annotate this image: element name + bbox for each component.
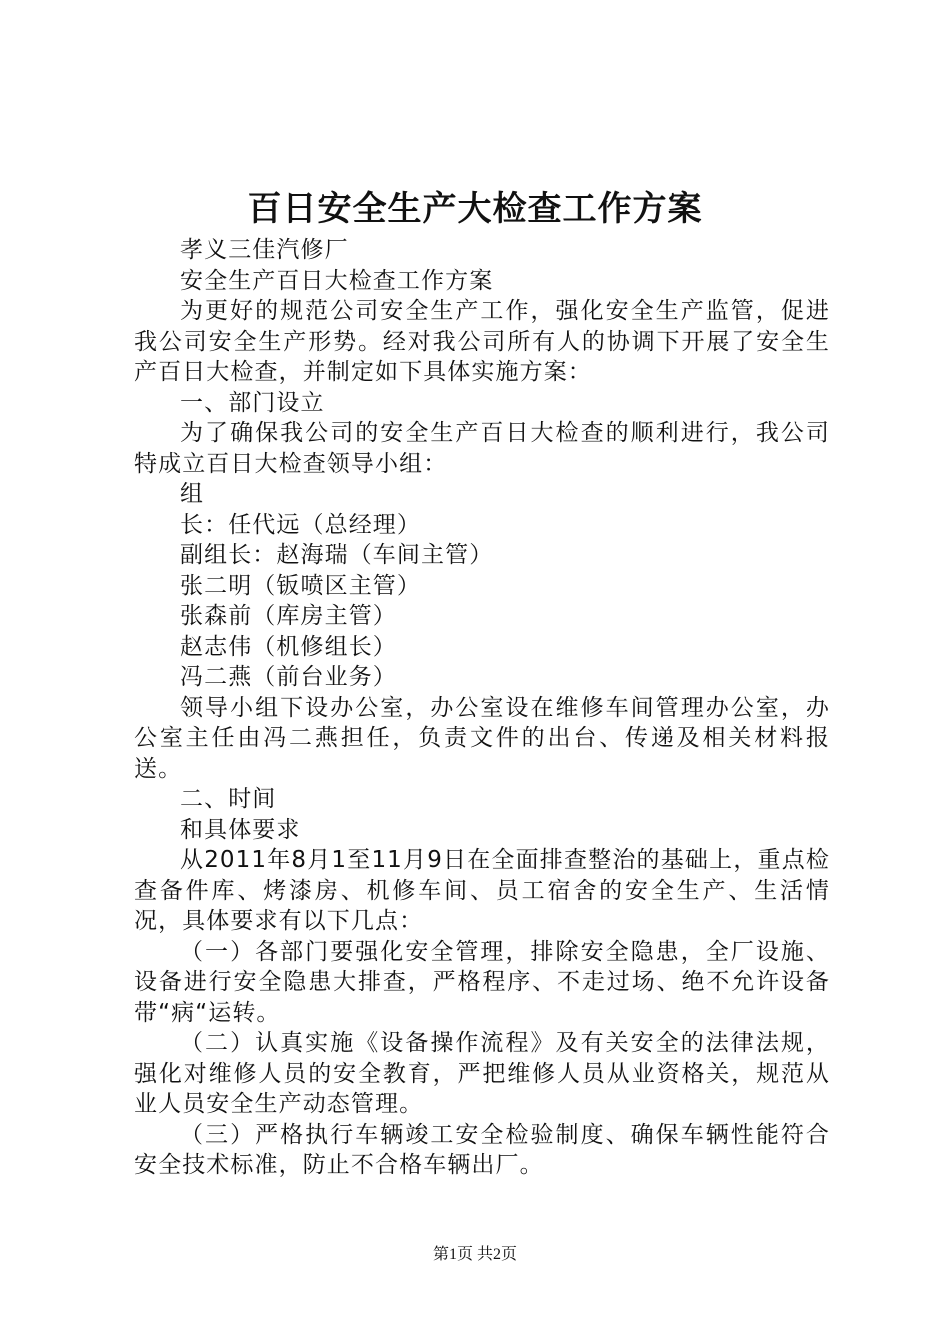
paragraph-office: 领导小组下设办公室，办公室设在维修车间管理办公室，办公室主任由冯二燕担任，负责文件的出台、传递及相关材料报送。 [134,694,830,782]
paragraph-company-name: 孝义三佳汽修厂 [180,237,349,263]
section-heading-department: 一、部门设立 [180,389,325,416]
paragraph-intro: 为更好的规范公司安全生产工作，强化安全生产监管，促进我公司安全生产形势。经对我公司所有人的协调下开展了安全生产百日大检查，并制定如下具体实施方案： [134,298,830,385]
document-title: 百日安全生产大检查工作方案 [247,189,703,229]
requirement-item-2: （二）认真实施《设备操作流程》及有关安全的法律法规，强化对维修人员的安全教育，严把维修人员从业资格关，规范从业人员安全生产动态管理。 [134,1030,830,1117]
section-heading-time: 二、时间 [180,786,277,812]
member-line: 组 [180,481,205,507]
member-line: 张森前（库房主管） [180,603,397,629]
requirement-item-1: （一）各部门要强化安全管理，排除安全隐患，全厂设施、设备进行安全隐患大排查，严格程序、不走过场、绝不允许设备带“病“运转。 [134,938,830,1026]
member-line: 张二明（钣喷区主管） [180,572,421,599]
paragraph-leadership-group: 为了确保我公司的安全生产百日大检查的顺利进行，我公司特成立百日大检查领导小组： [134,420,830,477]
document-body [134,235,830,1181]
paragraph-schedule: 从2011年8月1至11月9日在全面排查整治的基础上，重点检查备件库、烤漆房、机修车间、员工宿舍的安全生产、生活情况，具体要求有以下几点： [134,847,830,934]
member-line: 长：任代远（总经理） [180,511,421,538]
member-line: 副组长：赵海瑞（车间主管） [180,542,494,568]
section-heading-requirements: 和具体要求 [180,816,301,843]
page-number-footer: 第1页 共2页 [432,1246,517,1263]
member-line: 冯二燕（前台业务） [180,664,397,690]
requirement-item-3: （三）严格执行车辆竣工安全检验制度、确保车辆性能符合安全技术标准，防止不合格车辆出厂。 [134,1121,830,1178]
member-line: 赵志伟（机修组长） [180,633,397,660]
paragraph-subtitle: 安全生产百日大检查工作方案 [180,267,494,294]
